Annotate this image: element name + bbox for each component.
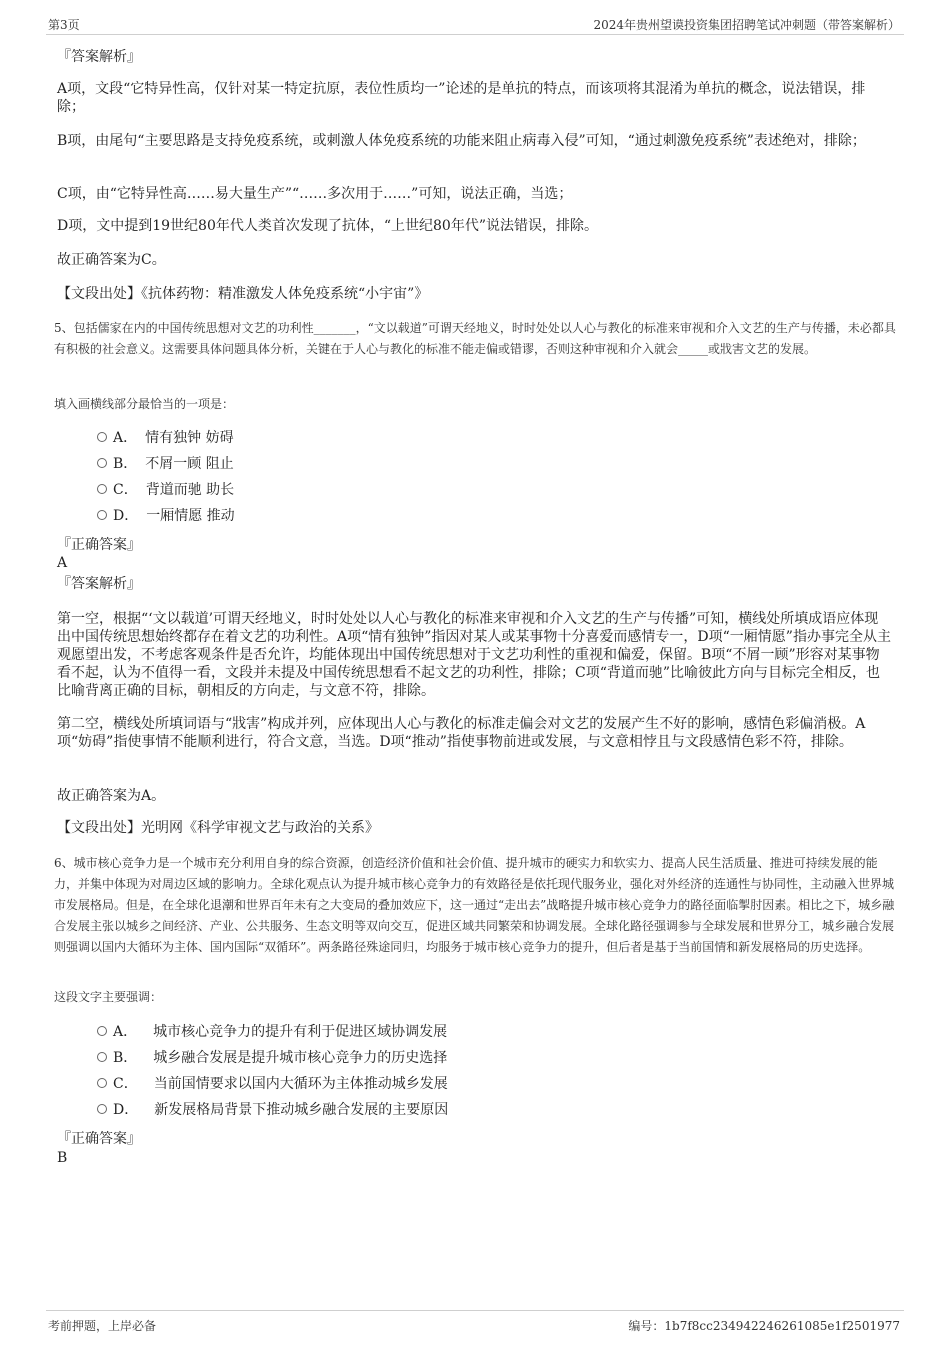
analysis-paragraph: C项，由“它特异性高……易大量生产”“……多次用于……”可知，说法正确，当选； xyxy=(57,186,573,202)
radio-icon[interactable] xyxy=(97,1104,107,1114)
page-number: 第3页 xyxy=(48,18,80,32)
analysis-paragraph: A项，文段“它特异性高，仅针对某一特定抗原，表位性质均一”论述的是单抗的特点，而该项将其混淆为单抗的概念，说法错误，排除； xyxy=(57,81,866,115)
question-prompt: 填入画横线部分最恰当的一项是： xyxy=(54,397,235,411)
analysis-paragraph: B项，由尾句“主要思路是支持免疫系统，或刺激人体免疫系统的功能来阻止病毒入侵”可知，“通过刺激免疫系统”表述绝对，排除； xyxy=(57,133,866,149)
correct-answer-label: 『正确答案』 xyxy=(57,1131,141,1147)
radio-icon[interactable] xyxy=(97,1078,107,1088)
radio-icon[interactable] xyxy=(97,432,107,442)
radio-icon[interactable] xyxy=(97,484,107,494)
option-a[interactable]: A． 城市核心竞争力的提升有利于促进区域协调发展 xyxy=(97,1022,447,1042)
option-d[interactable]: D． 新发展格局背景下推动城乡融合发展的主要原因 xyxy=(97,1100,448,1120)
correct-answer: A xyxy=(57,555,68,571)
radio-icon[interactable] xyxy=(97,458,107,468)
option-b[interactable]: B． 不屑一顾 阻止 xyxy=(97,454,234,474)
question-prompt: 这段文字主要强调： xyxy=(54,990,163,1004)
radio-icon[interactable] xyxy=(97,510,107,520)
conclusion: 故正确答案为C。 xyxy=(57,252,166,268)
source-citation: 【文段出处】《抗体药物：精准激发人体免疫系统“小宇宙”》 xyxy=(57,286,429,302)
conclusion: 故正确答案为A。 xyxy=(57,788,166,804)
analysis-paragraph: D项，文中提到19世纪80年代人类首次发现了抗体，“上世纪80年代”说法错误，排除。 xyxy=(57,218,598,234)
radio-icon[interactable] xyxy=(97,1026,107,1036)
page-footer xyxy=(46,1310,904,1337)
source-citation: 【文段出处】光明网《科学审视文艺与政治的关系》 xyxy=(57,820,379,836)
analysis-paragraph: 第二空，横线处所填词语与“戕害”构成并列，应体现出人心与教化的标准走偏会对文艺的发展产生不好的影响，感情色彩偏消极。A项“妨碍”指使事情不能顺利进行，符合文意，当选。D项“推动”指使事物前进或发展，与文意相悖且与文段感情色彩不符，排除。 xyxy=(57,716,866,750)
option-b[interactable]: B． 城乡融合发展是提升城市核心竞争力的历史选择 xyxy=(97,1048,447,1068)
answer-analysis-label: 『答案解析』 xyxy=(57,49,141,65)
question-stem: 6、城市核心竞争力是一个城市充分利用自身的综合资源，创造经济价值和社会价值、提升城市的硬实力和软实力、提高人民生活质量、推进可持续发展的能力，并集中体现为对周边区域的影响力。全球化观点认为提升城市核心竞争力的有效路径是依托现代服务业，强化对外经济的连通性与协同性，主动融入世界城市发展格局。但是，在全球化退潮和世界百年未有之大变局的叠加效应下，这一通过“走出去”战略提升城市核心竞争力的路径面临掣肘因素。相比之下，城乡融合发展主张以城乡之间经济、产业、公共服务、生态文明等双向交互，促进区域共同繁荣和协调发展。全球化路径强调参与全球发展和世界分工，城乡融合发展则强调以国内大循环为主体、国内国际“双循环”。两条路径殊途同归，均服务于城市核心竞争力的提升，但后者是基于当前国情和新发展格局的历史选择。 xyxy=(54,856,895,954)
footer-slogan: 考前押题，上岸必备 xyxy=(48,1319,157,1333)
analysis-paragraph: 第一空，根据“‘文以载道’可谓天经地义，时时处处以人心与教化的标准来审视和介入文艺的生产与传播”可知，横线处所填成语应体现出中国传统思想始终都存在着文艺的功利性。A项“情有独钟”指因对某人或某事物十分喜爱而感情专一，D项“一厢情愿”指办事完全从主观愿望出发，不考虑客观条件是否允许，均能体现出中国传统思想对于文艺功利性的重视和偏爱，保留。B项“不屑一顾”形容对某事物看不起，认为不值得一看，文段并未提及中国传统思想看不起文艺的功利性，排除；C项“背道而驰”比喻彼此方向与目标完全相反，也比喻背离正确的目标，朝相反的方向走，与文意不符，排除。 xyxy=(57,611,891,699)
option-c[interactable]: C． 背道而驰 助长 xyxy=(97,480,234,500)
document-code: 编号：1b7f8cc234942246261085e1f2501977 xyxy=(628,1319,900,1333)
option-a[interactable]: A． 情有独钟 妨碍 xyxy=(97,428,234,448)
page-header xyxy=(46,14,904,35)
question-stem: 5、包括儒家在内的中国传统思想对文艺的功利性_______，“文以载道”可谓天经地义，时时处处以人心与教化的标准来审视和介入文艺的生产与传播，未必都具有积极的社会意义。这需要具体问题具体分析，关键在于人心与教化的标准不能走偏或错谬，否则这种审视和介入就会_____或戕害文艺的发展。 xyxy=(54,321,896,356)
correct-answer-label: 『正确答案』 xyxy=(57,537,141,553)
document-title: 2024年贵州望谟投资集团招聘笔试冲刺题（带答案解析） xyxy=(593,18,900,32)
answer-analysis-label: 『答案解析』 xyxy=(57,576,141,592)
correct-answer: B xyxy=(57,1150,68,1166)
option-c[interactable]: C． 当前国情要求以国内大循环为主体推动城乡发展 xyxy=(97,1074,448,1094)
radio-icon[interactable] xyxy=(97,1052,107,1062)
option-d[interactable]: D． 一厢情愿 推动 xyxy=(97,506,235,526)
